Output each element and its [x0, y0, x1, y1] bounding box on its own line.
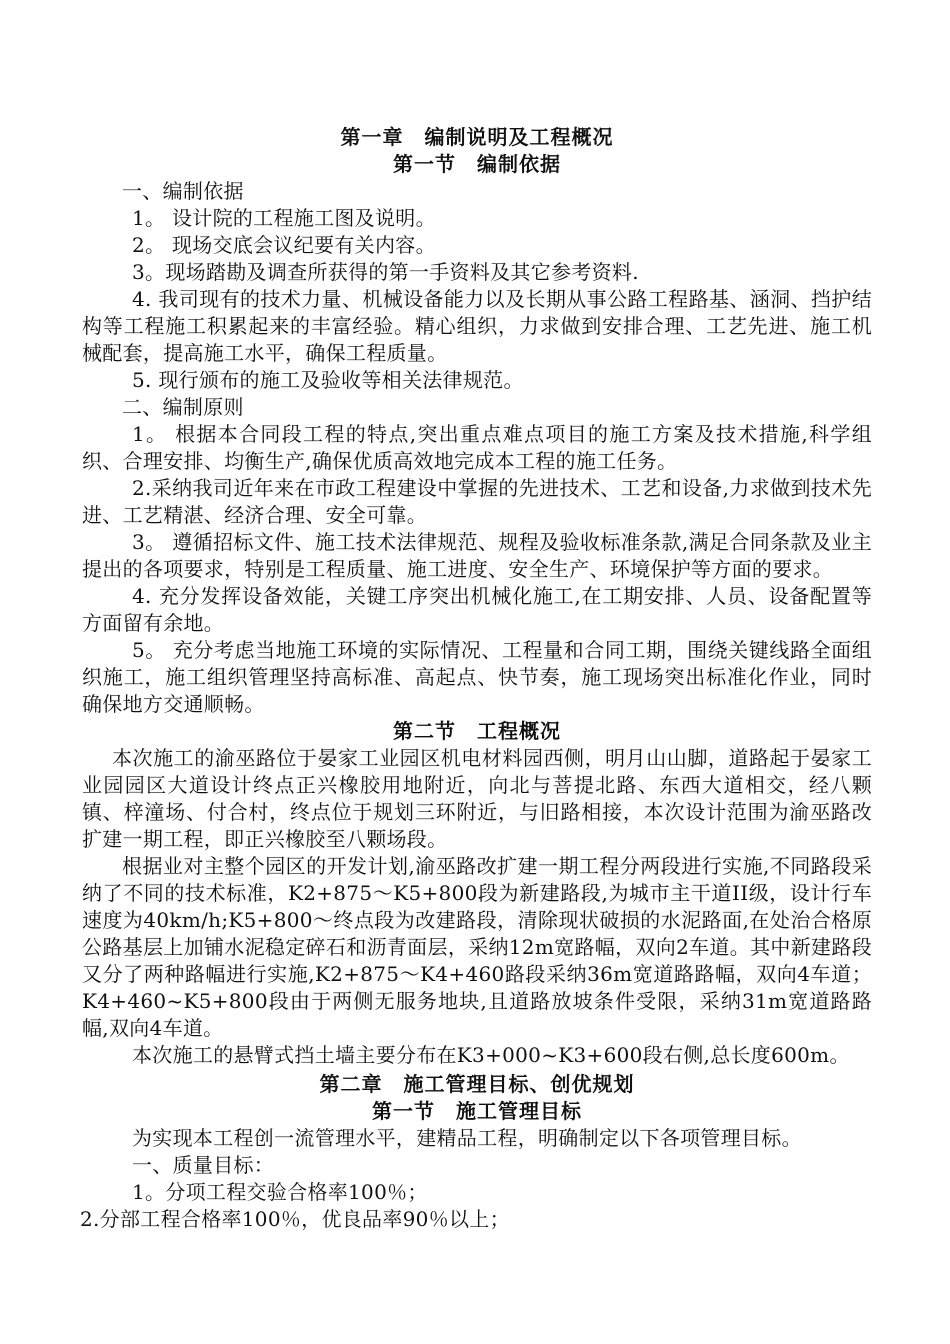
paragraph: 2.采纳我司近年来在市政工程建设中掌握的先进技术、工艺和设备,力求做到技术先进、工艺精湛、经济合理、安全可靠。 — [82, 476, 872, 527]
chapter-2-title: 第二章 施工管理目标、创优规划 — [319, 1072, 635, 1096]
paragraph: 2.分部工程合格率100％，优良品率90％以上； — [80, 1207, 510, 1231]
paragraph: 4. 我司现有的技术力量、机械设备能力以及长期从事公路工程路基、涵洞、挡护结构等工程施工积累起来的丰富经验。精心组织，力求做到安排合理、工艺先进、施工机械配套，提高施工水平，确保工程质量。 — [82, 287, 872, 365]
paragraph: 1。分项工程交验合格率100％； — [132, 1180, 428, 1204]
section-2-1-title: 第一节 施工管理目标 — [372, 1099, 582, 1123]
paragraph: 3。现场踏勘及调查所获得的第一手资料及其它参考资料. — [132, 260, 639, 284]
paragraph: 根据业对主整个园区的开发计划,渝巫路改扩建一期工程分两段进行实施,不同路段采纳了不同的技术标准，K2+875～K5+800段为新建路段,为城市主干道II级，设计行车速度为40km/h;K5+800～终点段为改建路段，清除现状破损的水泥路面,在处治合格原公路基层上加铺水泥稳定碎石和沥青面层，采纳12m宽路幅，双向2车道。其中新建路段又分了两种路幅进行实施,K2+875～K4+460路段采纳36m宽道路路幅，双向4车道；K4+460~K5+800段由于两侧无服务地块,且道路放坡条件受限，采纳31m宽道路路幅,双向4车道。 — [82, 854, 872, 1040]
paragraph: 1。 根据本合同段工程的特点,突出重点难点项目的施工方案及技术措施,科学组织、合理安排、均衡生产,确保优质高效地完成本工程的施工任务。 — [82, 422, 872, 473]
paragraph: 为实现本工程创一流管理水平，建精品工程，明确制定以下各项管理目标。 — [132, 1126, 802, 1150]
paragraph: 本次施工的渝巫路位于晏家工业园区机电材料园西侧，明月山山脚，道路起于晏家工业园园区大道设计终点正兴橡胶用地附近，向北与菩提北路、东西大道相交，经八颗镇、梓潼场、付合村，终点位于规划三环附近，与旧路相接，本次设计范围为渝巫路改扩建一期工程，即正兴橡胶至八颗场段。 — [82, 746, 872, 851]
subheading-basis: 一、编制依据 — [122, 179, 244, 203]
paragraph: 5。 充分考虑当地施工环境的实际情况、工程量和合同工期，围绕关键线路全面组织施工，施工组织管理坚持高标准、高起点、快节奏，施工现场突出标准化作业，同时确保地方交通顺畅。 — [82, 638, 872, 716]
document-page — [82, 122, 872, 1233]
paragraph: 本次施工的悬臂式挡土墙主要分布在K3+000~K3+600段右侧,总长度600m。 — [132, 1043, 850, 1067]
paragraph: 3。 遵循招标文件、施工技术法律规范、规程及验收标准条款,满足合同条款及业主提出的各项要求，特别是工程质量、施工进度、安全生产、环境保护等方面的要求。 — [82, 530, 872, 581]
chapter-1-title: 第一章 编制说明及工程概况 — [340, 125, 614, 149]
subheading-quality-goals: 一、质量目标： — [132, 1153, 275, 1177]
section-1-1-title: 第一节 编制依据 — [393, 152, 561, 176]
section-1-2-title: 第二节 工程概况 — [393, 719, 561, 743]
paragraph: 1。 设计院的工程施工图及说明。 — [132, 206, 436, 230]
paragraph: 5. 现行颁布的施工及验收等相关法律规范。 — [132, 368, 524, 392]
paragraph: 2。 现场交底会议纪要有关内容。 — [132, 233, 436, 257]
paragraph: 4. 充分发挥设备效能，关键工序突出机械化施工,在工期安排、人员、设备配置等方面留有余地。 — [82, 584, 872, 635]
subheading-principles: 二、编制原则 — [122, 395, 244, 419]
